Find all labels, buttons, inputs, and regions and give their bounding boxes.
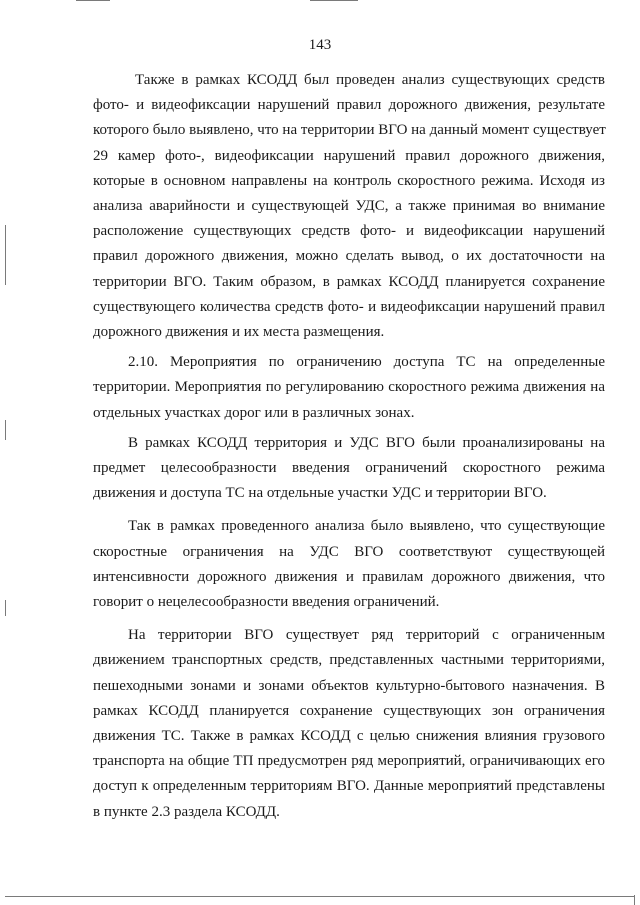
text-line: 2.10. Мероприятия по ограничению доступа ТС на определенные xyxy=(128,354,605,371)
text-line: правил дорожного движения, можно сделать вывод, о их достаточности на xyxy=(93,248,605,265)
scan-edge-mark xyxy=(76,0,110,1)
scan-edge-mark xyxy=(5,600,6,616)
scan-edge-mark xyxy=(5,225,6,285)
text-line: фото- и видеофиксации нарушений правил дорожного движения, результате xyxy=(93,97,605,114)
text-line: дорожного движения и их места размещения. xyxy=(93,324,385,341)
paragraph-analysis-restrictions xyxy=(93,431,605,507)
section-heading-2-10 xyxy=(93,350,605,426)
scan-edge-mark xyxy=(5,420,6,440)
text-line: территории ВГО. Таким образом, в рамках КСОДД планируется сохранение xyxy=(93,273,605,290)
text-line: анализа аварийности и существующей УДС, а также принимая во внимание xyxy=(93,198,605,215)
text-line: пешеходными зонами и зонами объектов культурно-бытового назначения. В xyxy=(93,677,605,694)
text-line: расположение существующих средств фото- и видеофиксации нарушений xyxy=(93,223,605,240)
scan-edge-mark xyxy=(634,895,635,905)
text-line: рамках КСОДД планируется сохранение существующих зон ограничения xyxy=(93,702,605,719)
text-line: существующего количества средств фото- и видеофиксации нарушений правил xyxy=(93,298,605,315)
text-line: 29 камер фото-, видеофиксации нарушений правил дорожного движения, xyxy=(93,147,605,164)
text-line: интенсивности дорожного движения и правилам дорожного движения, что xyxy=(93,568,605,585)
text-line: Также в рамках КСОДД был проведен анализ существующих средств xyxy=(135,72,605,88)
text-line: доступ к определенным территориям ВГО. Данные мероприятий представлены xyxy=(93,778,605,795)
document-body xyxy=(93,68,605,825)
text-line: движения и доступа ТС на отдельные участки УДС и территории ВГО. xyxy=(93,485,547,502)
text-line: В рамках КСОДД территория и УДС ВГО были проанализированы на xyxy=(128,434,605,451)
text-line: отдельных участках дорог или в различных зонах. xyxy=(93,404,415,421)
text-line: транспорта на общие ТП предусмотрен ряд мероприятий, ограничивающих его xyxy=(93,753,605,770)
paragraph-speed-limits xyxy=(93,514,605,615)
text-line: в пункте 2.3 раздела КСОДД. xyxy=(93,803,280,820)
paragraph-restricted-zones xyxy=(93,623,605,825)
page-number: 143 xyxy=(308,37,332,53)
text-line: говорит о нецелесообразности введения ограничений. xyxy=(93,594,440,611)
text-line: территории. Мероприятия по регулированию скоростного режима движения на xyxy=(93,379,605,396)
text-line: которые в основном направлены на контроль скоростного режима. Исходя из xyxy=(93,172,605,189)
text-line: Так в рамках проведенного анализа было выявлено, что существующие xyxy=(128,518,605,535)
text-line: На территории ВГО существует ряд территорий с ограниченным xyxy=(128,627,605,644)
text-line: скоростные ограничения на УДС ВГО соответствуют существующей xyxy=(93,543,605,560)
text-line: которого было выявлено, что на территории ВГО на данный момент существует xyxy=(93,122,606,139)
scan-edge-mark xyxy=(5,896,635,897)
scan-edge-mark xyxy=(310,0,358,1)
text-line: движения ТС. Также в рамках КСОДД с целью снижения влияния грузового xyxy=(93,728,605,745)
text-line: движением транспортных средств, представленных частными территориями, xyxy=(93,652,605,669)
paragraph-photo-video-fixation xyxy=(93,68,605,345)
text-line: предмет целесообразности введения ограничений скоростного режима xyxy=(93,460,605,477)
